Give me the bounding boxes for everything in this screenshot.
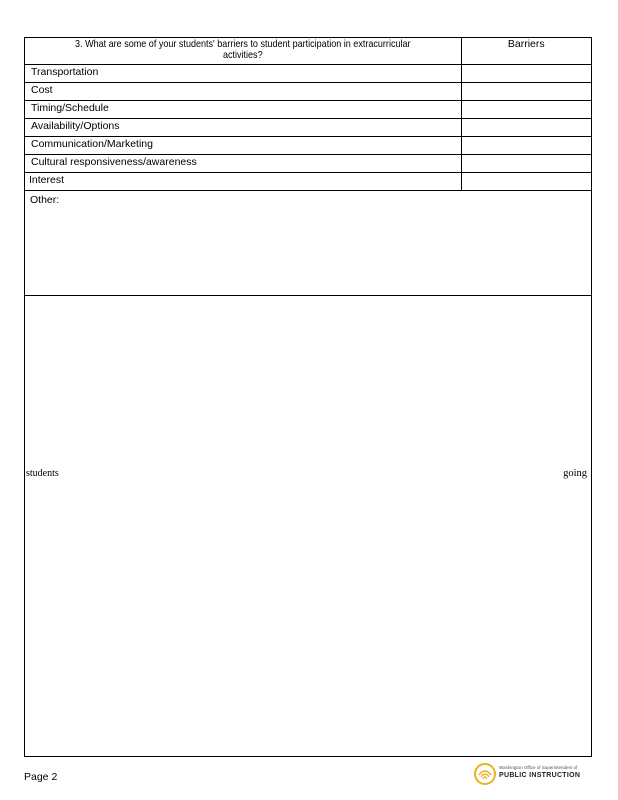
table-row (25, 172, 591, 190)
table-row (25, 64, 591, 82)
barrier-cell-availability[interactable] (461, 118, 591, 136)
table-header-row (25, 38, 591, 64)
barrier-cell-timing[interactable] (461, 100, 591, 118)
barrier-cell-communication[interactable] (461, 136, 591, 154)
row-label-interest: Interest (25, 172, 461, 190)
survey-form (24, 37, 592, 757)
row-label-cultural: Cultural responsiveness/awareness (25, 154, 461, 172)
barrier-cell-transportation[interactable] (461, 64, 591, 82)
row-label-availability: Availability/Options (25, 118, 461, 136)
question-text: 3. What are some of your students' barriers to student participation in extracurricular activities? (56, 38, 431, 64)
stray-word-left: students (26, 468, 59, 479)
ospi-logo (474, 763, 598, 787)
org-name: PUBLIC INSTRUCTION (499, 772, 581, 779)
row-label-transportation: Transportation (25, 64, 461, 82)
barriers-table (25, 38, 591, 191)
barrier-cell-cultural[interactable] (461, 154, 591, 172)
page-number: Page 2 (24, 771, 58, 783)
row-label-timing: Timing/Schedule (25, 100, 461, 118)
stray-word-right: going (563, 468, 587, 479)
open-response-area[interactable] (25, 296, 591, 756)
row-label-cost: Cost (25, 82, 461, 100)
table-row (25, 100, 591, 118)
table-row (25, 154, 591, 172)
other-response-box[interactable] (25, 192, 591, 296)
barrier-cell-interest[interactable] (461, 172, 591, 190)
org-subtitle: Washington Office of Superintendent of (499, 765, 578, 770)
table-row (25, 82, 591, 100)
barriers-column-header: Barriers (461, 38, 591, 64)
other-label: Other: (30, 194, 60, 206)
row-label-communication: Communication/Marketing (25, 136, 461, 154)
table-row (25, 118, 591, 136)
table-row (25, 136, 591, 154)
ospi-emblem-icon (474, 763, 496, 785)
barrier-cell-cost[interactable] (461, 82, 591, 100)
